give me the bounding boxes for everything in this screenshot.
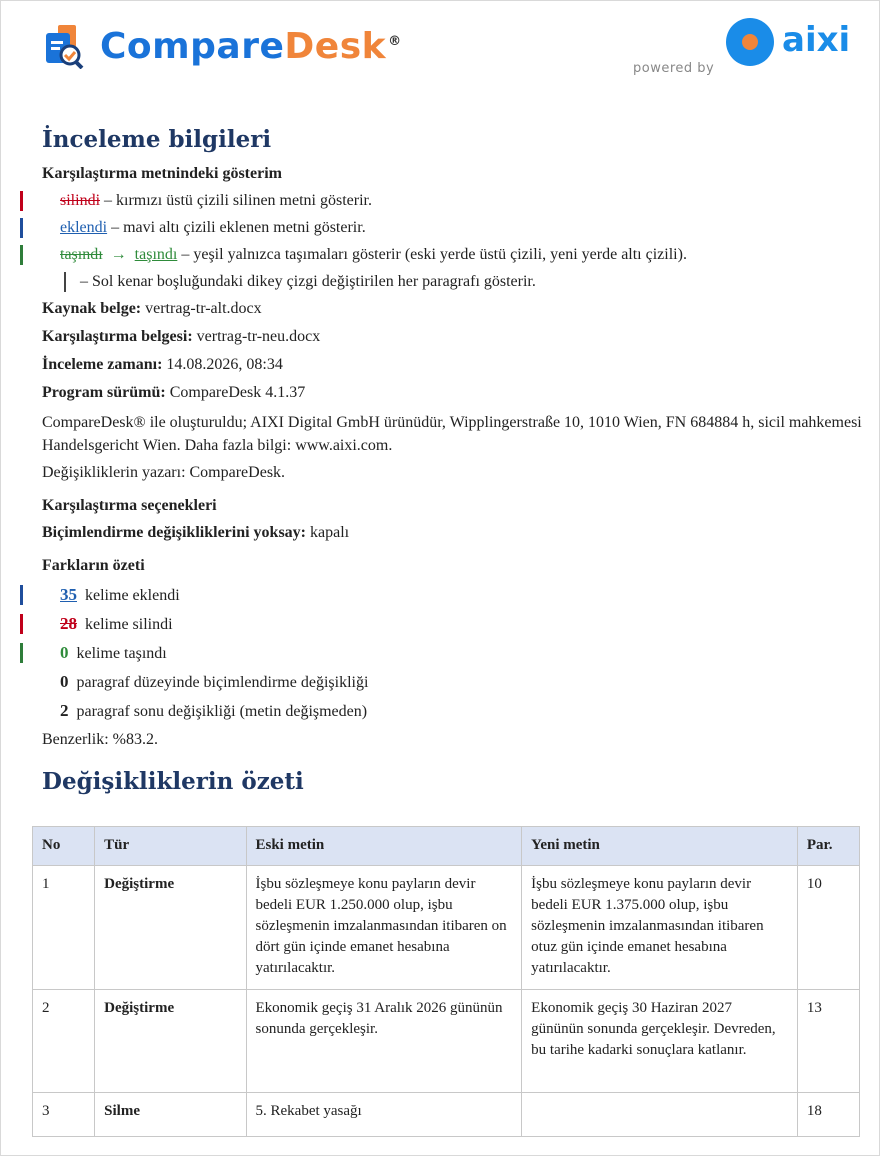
aixi-wordmark: aixi <box>782 20 851 60</box>
brand-registered: ® <box>388 33 402 49</box>
changebar-sample <box>64 272 66 292</box>
stat-added <box>42 585 862 614</box>
review-info-section <box>42 118 862 809</box>
brand-compare: Compare <box>100 25 285 67</box>
brand-name <box>100 26 402 67</box>
compare-document <box>42 327 862 347</box>
change-bar-blue <box>20 585 23 605</box>
cell-no: 1 <box>33 866 95 990</box>
legend-moved <box>42 245 862 272</box>
cell-new-text: Ekonomik geçiş 30 Haziran 2027 gününün sonunda gerçekleşir. Devreden, bu tarihe kadarki sonuçlara katlanır. <box>522 990 798 1093</box>
legend-heading: Karşılaştırma metnindeki gösterim <box>42 165 282 182</box>
moved-label: kelime taşındı <box>76 645 167 662</box>
legend-deleted <box>42 191 862 218</box>
review-info-title: İnceleme bilgileri <box>42 126 272 153</box>
changes-table <box>32 826 860 1137</box>
added-count: 35 <box>60 585 77 604</box>
compare-label: Karşılaştırma belgesi: <box>42 328 193 345</box>
credits-text: CompareDesk® ile oluşturuldu; AIXI Digital GmbH ürünüdür, Wipplingerstraße 10, 1010 Wien, FN 684884 h, sicil mahkemesi Handelsgericht Wien. Daha fazla bilgi: www.aixi.com. <box>42 414 862 454</box>
options-heading: Karşılaştırma seçenekleri <box>42 497 217 514</box>
ignore-formatting-label: Biçimlendirme değişikliklerini yoksay: <box>42 524 307 541</box>
cell-paragraph: 10 <box>797 866 859 990</box>
cell-no: 2 <box>33 990 95 1093</box>
cell-type: Değiştirme <box>95 866 246 990</box>
changebar-description: – Sol kenar boşluğundaki dikey çizgi değiştirilen her paragrafı gösterir. <box>80 273 536 290</box>
added-label: kelime eklendi <box>85 587 180 604</box>
cell-new-text: İşbu sözleşmeye konu payların devir bedeli EUR 1.375.000 olup, işbu sözleşmenin imzalanmasından itibaren otuz gün içinde emanet hesabına yatırılacaktır. <box>522 866 798 990</box>
table-row <box>33 990 860 1093</box>
table-row <box>33 1093 860 1137</box>
review-time <box>42 355 862 375</box>
table-row <box>33 866 860 990</box>
col-header-new-text: Yeni metin <box>522 827 798 866</box>
aixi-circle-icon <box>726 18 774 66</box>
inserted-sample: eklendi <box>60 219 108 236</box>
col-header-no: No <box>33 827 95 866</box>
cell-old-text: Ekonomik geçiş 31 Aralık 2026 gününün sonunda gerçekleşir. <box>246 990 522 1093</box>
moved-old-sample: taşındı <box>60 246 103 263</box>
change-bar-red <box>20 614 23 634</box>
moved-description: – yeşil yalnızca taşımaları gösterir (eski yerde üstü çizili, yeni yerde altı çizili). <box>181 246 687 263</box>
cell-old-text: 5. Rekabet yasağı <box>246 1093 522 1137</box>
formatting-label: paragraf düzeyinde biçimlendirme değişikliği <box>76 674 369 691</box>
author-text: Değişikliklerin yazarı: CompareDesk. <box>42 464 286 481</box>
cell-old-text: İşbu sözleşmeye konu payların devir bedeli EUR 1.250.000 olup, işbu sözleşmenin imzalanmasından itibaren on dört gün içinde emanet hesabına yatırılacaktır. <box>246 866 522 990</box>
change-bar-blue <box>20 218 23 238</box>
deleted-count: 28 <box>60 614 77 633</box>
legend-inserted <box>42 218 862 245</box>
source-document <box>42 299 862 319</box>
formatting-count: 0 <box>60 672 69 691</box>
change-bar-green <box>20 245 23 265</box>
similarity-text: Benzerlik: %83.2. <box>42 731 158 748</box>
legend-changebar <box>42 272 862 299</box>
compare-value: vertrag-tr-neu.docx <box>196 328 321 345</box>
cell-paragraph: 13 <box>797 990 859 1093</box>
cell-new-text <box>522 1093 798 1137</box>
paragraph-end-count: 2 <box>60 701 69 720</box>
ignore-formatting-option <box>42 523 862 543</box>
document-compare-icon <box>44 23 86 69</box>
aixi-logo <box>726 18 850 66</box>
change-bar-green <box>20 643 23 663</box>
brand-desk: Desk <box>284 25 387 67</box>
cell-type: Değiştirme <box>95 990 246 1093</box>
change-bar-red <box>20 191 23 211</box>
moved-arrow-icon: → <box>110 246 127 263</box>
powered-by-label: powered by <box>633 61 715 76</box>
deleted-label: kelime silindi <box>85 616 173 633</box>
changes-summary-title: Değişikliklerin özeti <box>42 768 304 795</box>
deleted-description: – kırmızı üstü çizili silinen metni gösterir. <box>104 192 372 209</box>
time-value: 14.08.2026, 08:34 <box>166 356 283 373</box>
paragraph-end-label: paragraf sonu değişikliği (metin değişmeden) <box>76 703 368 720</box>
deleted-sample: silindi <box>60 192 101 209</box>
col-header-old-text: Eski metin <box>246 827 522 866</box>
moved-new-sample: taşındı <box>134 246 178 263</box>
table-header-row <box>33 827 860 866</box>
col-header-type: Tür <box>95 827 246 866</box>
version-value: CompareDesk 4.1.37 <box>169 384 306 401</box>
col-header-paragraph: Par. <box>797 827 859 866</box>
stat-deleted <box>42 614 862 643</box>
cell-type: Silme <box>95 1093 246 1137</box>
stat-paragraph-end <box>42 701 862 730</box>
time-label: İnceleme zamanı: <box>42 356 163 373</box>
ignore-formatting-value: kapalı <box>310 524 350 541</box>
program-version <box>42 383 862 403</box>
moved-count: 0 <box>60 643 69 662</box>
stat-moved <box>42 643 862 672</box>
source-value: vertrag-tr-alt.docx <box>145 300 262 317</box>
cell-paragraph: 18 <box>797 1093 859 1137</box>
stat-formatting <box>42 672 862 701</box>
version-label: Program sürümü: <box>42 384 166 401</box>
cell-no: 3 <box>33 1093 95 1137</box>
summary-heading: Farkların özeti <box>42 557 145 574</box>
inserted-description: – mavi altı çizili eklenen metni gösterir. <box>111 219 366 236</box>
comparedesk-logo <box>44 18 402 74</box>
source-label: Kaynak belge: <box>42 300 142 317</box>
